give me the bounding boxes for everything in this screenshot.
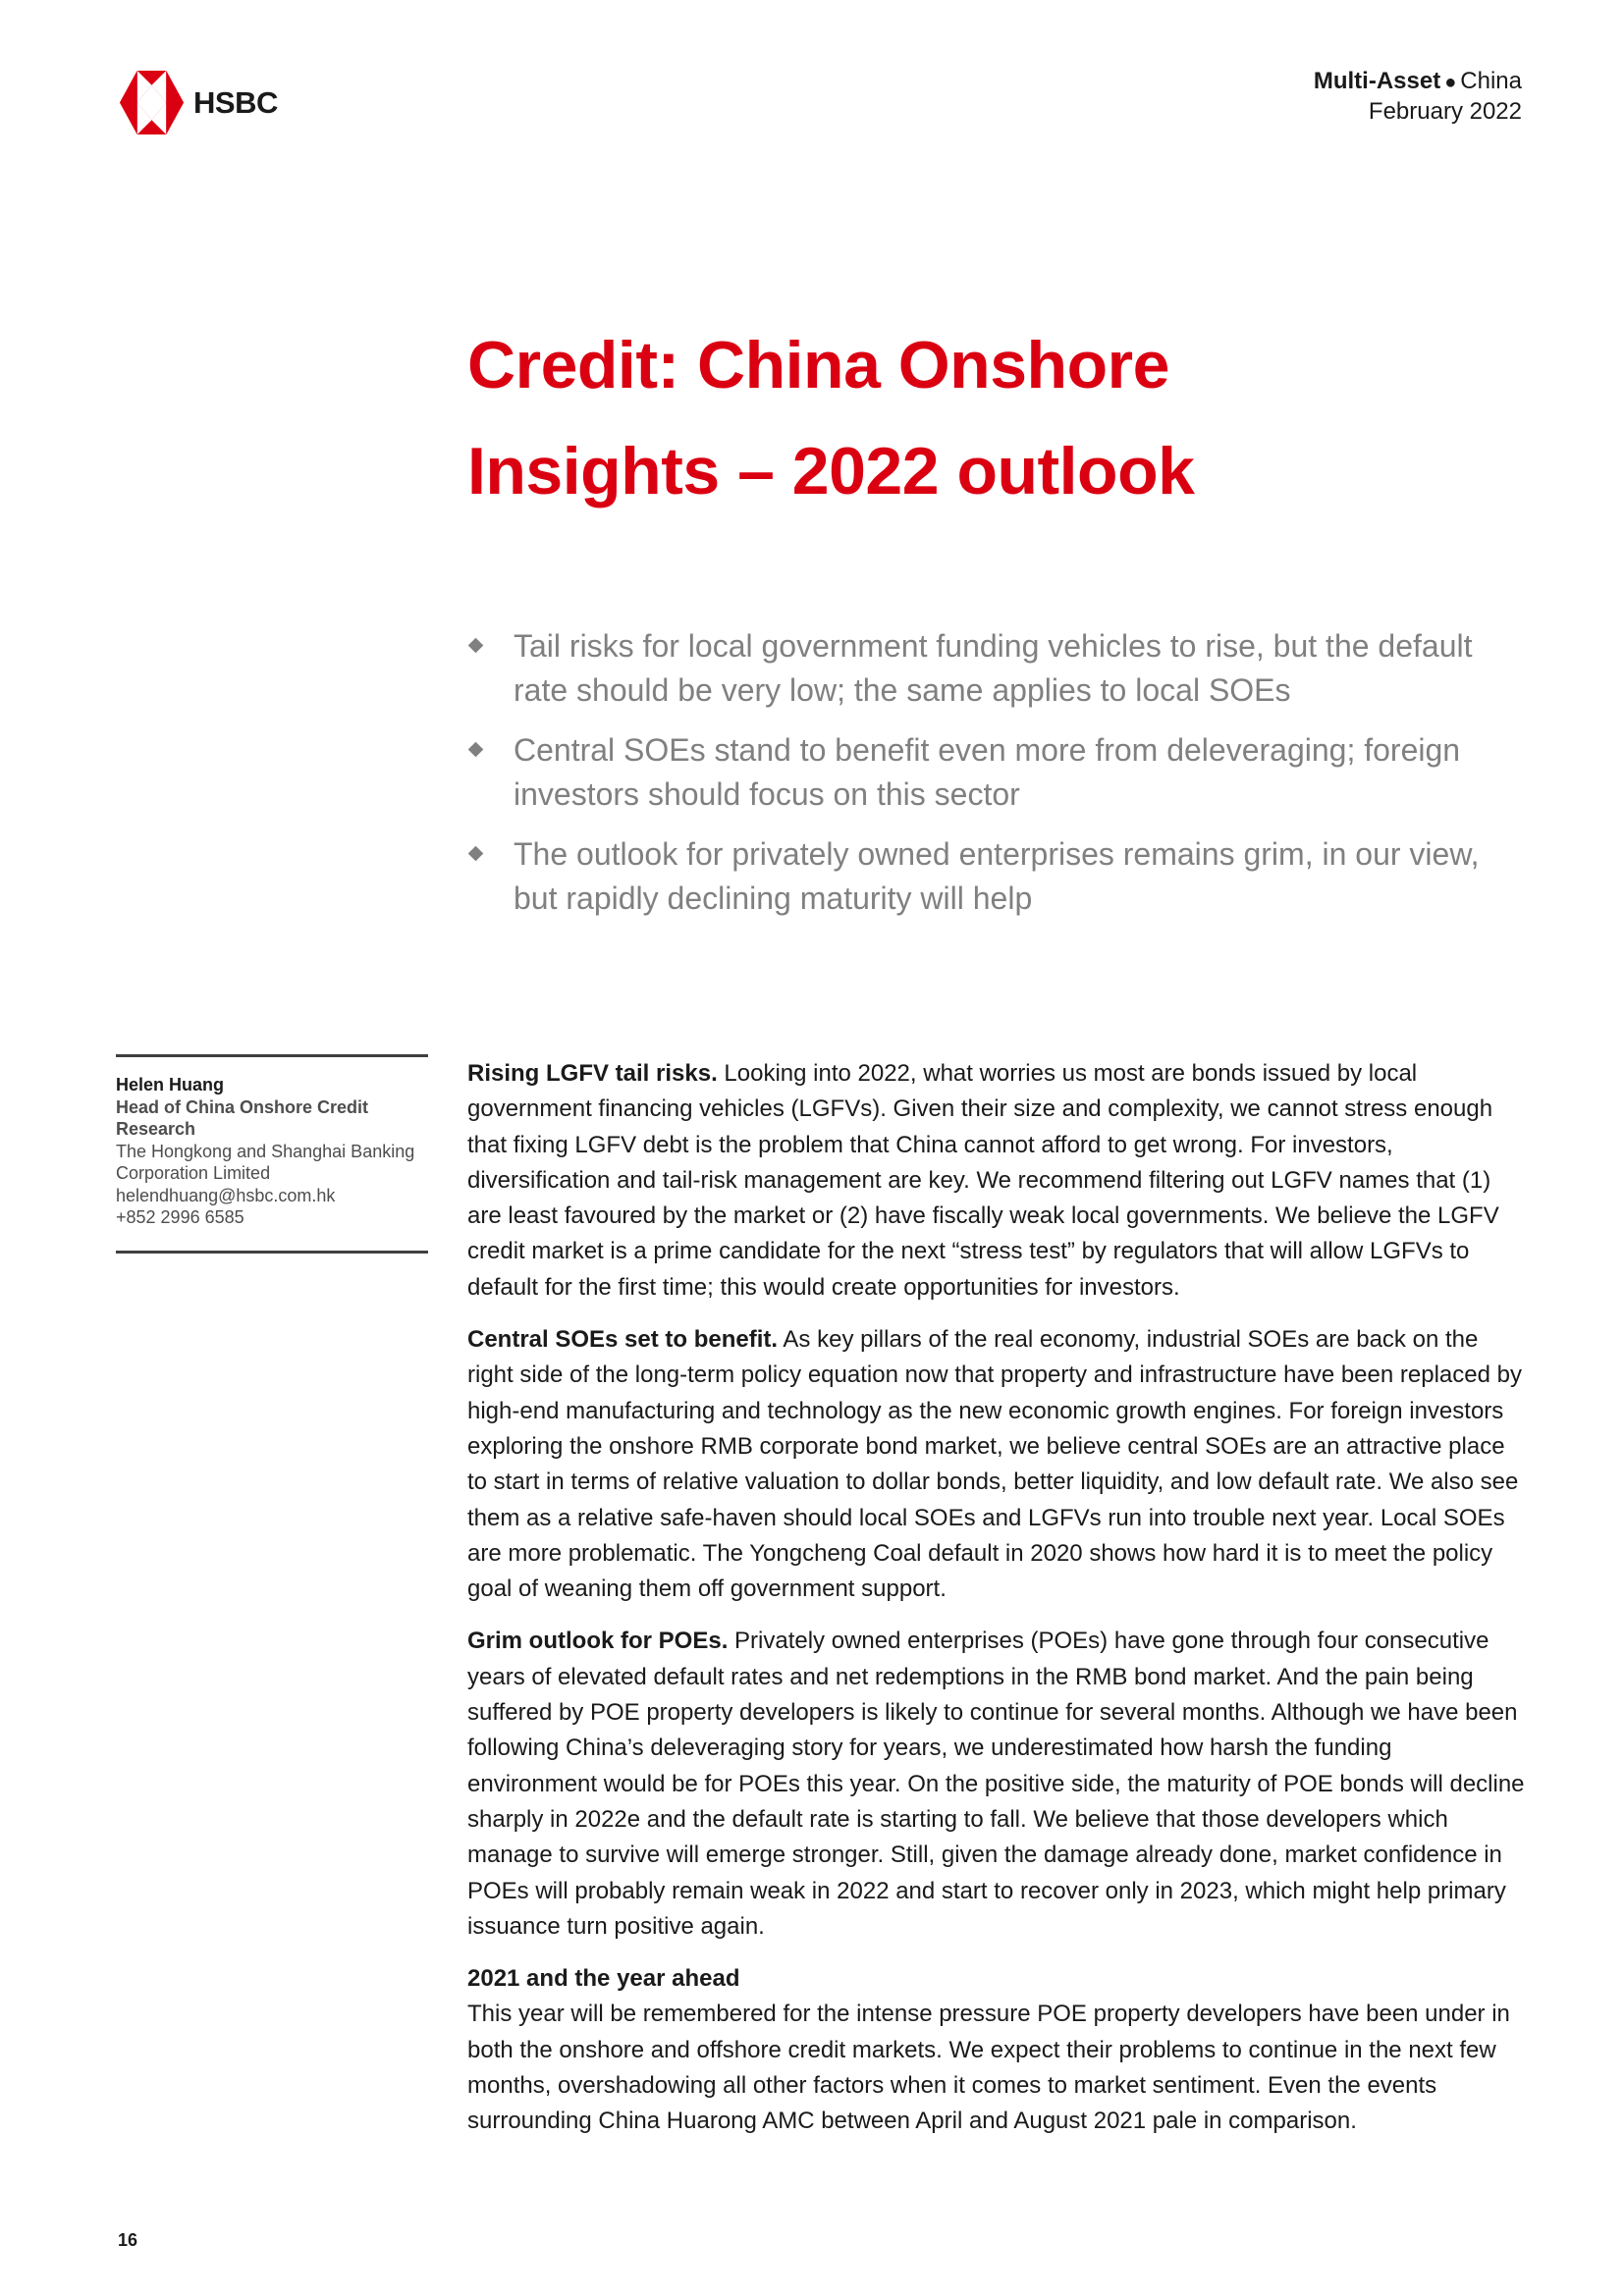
diamond-bullet-icon [468,638,484,654]
author-email[interactable]: helendhuang@hsbc.com.hk [116,1185,336,1205]
author-name: Helen Huang [116,1075,225,1095]
title-line-1: Credit: China Onshore [467,328,1169,402]
report-header [1314,67,1522,127]
section-heading: 2021 and the year ahead [467,1965,740,1993]
body-paragraph: Rising LGFV tail risks. Looking into 2022, what worries us most are bonds issued by local government financing vehicles (LGFVs). Given their size and complexity, we cannot stress enough that fixing LGFV debt is the problem that China cannot afford to get wrong. For investors, diversification and tail-risk management are key. We recommend filtering out LGFV names that (1) are least favoured by the market or (2) have fiscally weak local governments. We believe the LGFV credit market is a prime candidate for the next “stress test” by regulators that will allow LGFVs to default for the first time; this would create opportunities for investors. [467,1060,1499,1301]
paragraph-lead: Grim outlook for POEs. [467,1628,729,1655]
hsbc-logo [120,71,278,134]
body-paragraph: Grim outlook for POEs. Privately owned enterprises (POEs) have gone through four consecutive years of elevated default rates and net redemptions in the RMB bond market. And the pain being suffered by POE property developers is likely to continue for several months. Although we have been following China’s deleveraging story for years, we underestimated how harsh the funding environment would be for POEs this year. On the positive side, the maturity of POE bonds will decline sharply in 2022e and the default rate is starting to fall. We believe that those developers which manage to survive will emerge stronger. Still, given the damage already done, market confidence in POEs will probably remain weak in 2022 and start to recover only in 2023, which might help primary issuance turn positive again. [467,1628,1525,1940]
title-line-2: Insights – 2022 outlook [467,434,1195,508]
author-phone: +852 2996 6585 [116,1207,244,1227]
diamond-bullet-icon [468,742,484,758]
hsbc-hexagon-icon [120,71,184,134]
paragraph-lead: Rising LGFV tail risks. [467,1060,718,1087]
summary-bullets [467,624,1528,936]
bullet-dot-icon: ● [1444,72,1457,93]
report-date: February 2022 [1368,98,1522,125]
paragraph-lead: Central SOEs set to benefit. [467,1326,779,1354]
author-role: Head of China Onshore Credit Research [116,1096,369,1139]
body-paragraph: Central SOEs set to benefit. As key pillars of the real economy, industrial SOEs are back on the right side of the long-term policy equation now that property and infrastructure have been replaced by high-end manufacturing and technology as the new economic growth engines. For foreign investors exploring the onshore RMB corporate bond market, we believe central SOEs are an attractive place to start in terms of relative valuation to dollar bonds, better liquidity, and low default rate. We also see them as a relative safe-haven should local SOEs and LGFVs run into trouble next year. Local SOEs are more problematic. The Yongcheng Coal default in 2020 shows how hard it is to meet the policy goal of weaning them off government support. [467,1326,1522,1603]
logo-wordmark: HSBC [193,84,278,120]
summary-bullet: Central SOEs stand to benefit even more from deleveraging; foreign investors should focus on this sector [467,728,1528,817]
body-paragraph: This year will be remembered for the intense pressure POE property developers have been under in both the onshore and offshore credit markets. We expect their problems to continue in the next few months, overshadowing all other factors when it comes to market sentiment. Even the events surrounding China Huarong AMC between April and August 2021 pale in comparison. [467,2001,1510,2135]
report-body [467,1056,1526,2157]
diamond-bullet-icon [468,846,484,862]
author-company: The Hongkong and Shanghai Banking Corporation Limited [116,1141,415,1183]
report-title [467,312,1449,524]
summary-bullet: The outlook for privately owned enterprises remains grim, in our view, but rapidly declining maturity will help [467,832,1528,921]
author-box [116,1054,428,1254]
summary-bullet: Tail risks for local government funding vehicles to rise, but the default rate should be very low; the same applies to local SOEs [467,624,1528,713]
report-category: Multi-Asset [1313,68,1441,94]
report-region: China [1460,68,1522,94]
page-number: 16 [118,2230,138,2250]
report-category-line [1314,67,1522,97]
